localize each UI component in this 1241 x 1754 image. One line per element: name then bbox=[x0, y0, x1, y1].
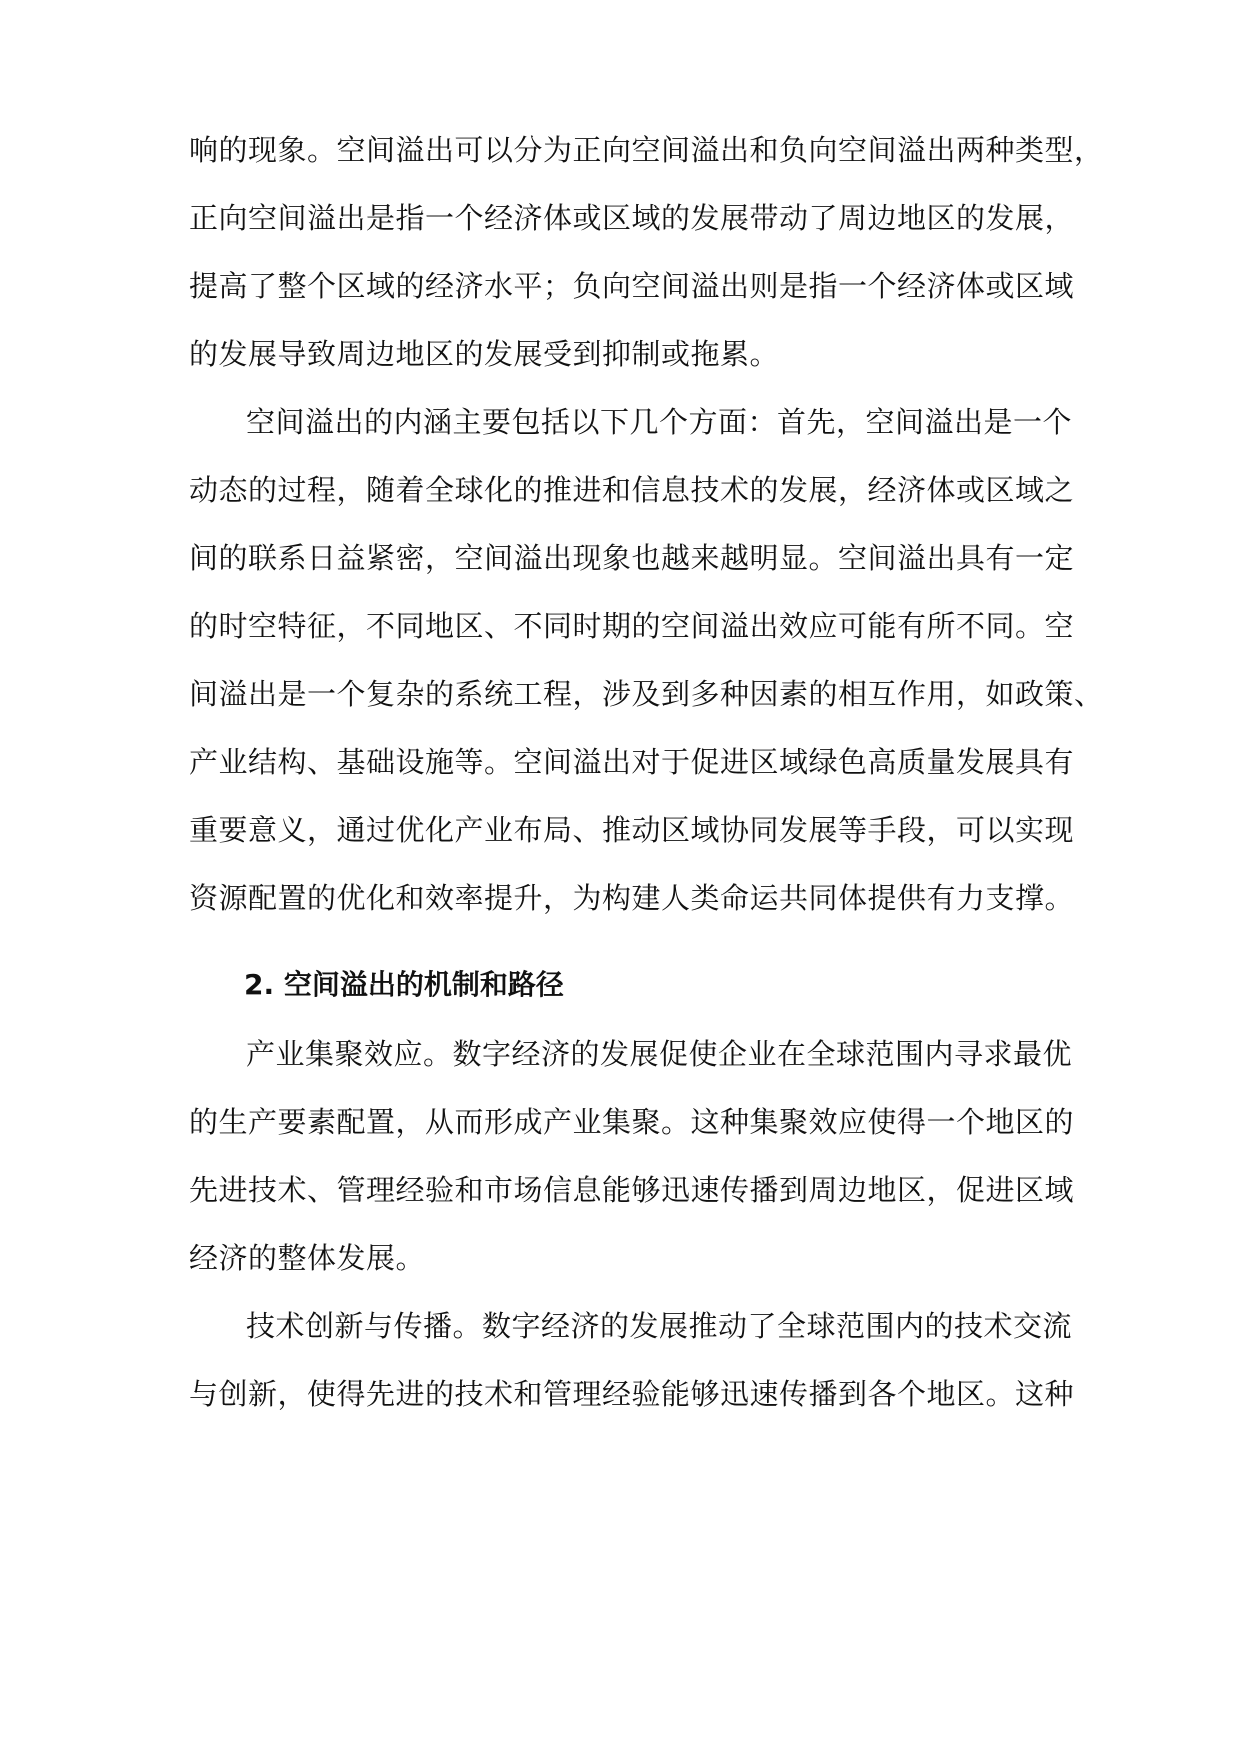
text-line: 正向空间溢出是指一个经济体或区域的发展带动了周边地区的发展， bbox=[189, 201, 1075, 235]
text-line: 先进技术、管理经验和市场信息能够迅速传播到周边地区，促进区域 bbox=[189, 1173, 1075, 1207]
text-line: 的时空特征，不同地区、不同时期的空间溢出效应可能有所不同。空 bbox=[189, 609, 1075, 643]
text-line: 的发展导致周边地区的发展受到抑制或拖累。 bbox=[189, 337, 780, 371]
text-line: 资源配置的优化和效率提升，为构建人类命运共同体提供有力支撑。 bbox=[189, 881, 1075, 915]
text-line: 产业集聚效应。数字经济的发展促使企业在全球范围内寻求最优 bbox=[246, 1037, 1073, 1071]
text-line: 重要意义，通过优化产业布局、推动区域协同发展等手段，可以实现 bbox=[189, 813, 1075, 847]
text-line: 与创新，使得先进的技术和管理经验能够迅速传播到各个地区。这种 bbox=[189, 1377, 1075, 1411]
text-line: 的生产要素配置，从而形成产业集聚。这种集聚效应使得一个地区的 bbox=[189, 1105, 1075, 1139]
text-line: 响的现象。空间溢出可以分为正向空间溢出和负向空间溢出两种类型， bbox=[189, 133, 1104, 167]
text-line: 产业结构、基础设施等。空间溢出对于促进区域绿色高质量发展具有 bbox=[189, 745, 1075, 779]
text-line: 技术创新与传播。数字经济的发展推动了全球范围内的技术交流 bbox=[246, 1309, 1073, 1343]
text-line: 经济的整体发展。 bbox=[189, 1241, 426, 1275]
text-line: 提高了整个区域的经济水平；负向空间溢出则是指一个经济体或区域 bbox=[189, 269, 1075, 303]
section-heading: 2. 空间溢出的机制和路径 bbox=[244, 968, 564, 1001]
text-line: 空间溢出的内涵主要包括以下几个方面：首先，空间溢出是一个 bbox=[246, 405, 1073, 439]
text-line: 间的联系日益紧密，空间溢出现象也越来越明显。空间溢出具有一定 bbox=[189, 541, 1075, 575]
text-line: 动态的过程，随着全球化的推进和信息技术的发展，经济体或区域之 bbox=[189, 473, 1075, 507]
text-line: 间溢出是一个复杂的系统工程，涉及到多种因素的相互作用，如政策、 bbox=[189, 677, 1104, 711]
